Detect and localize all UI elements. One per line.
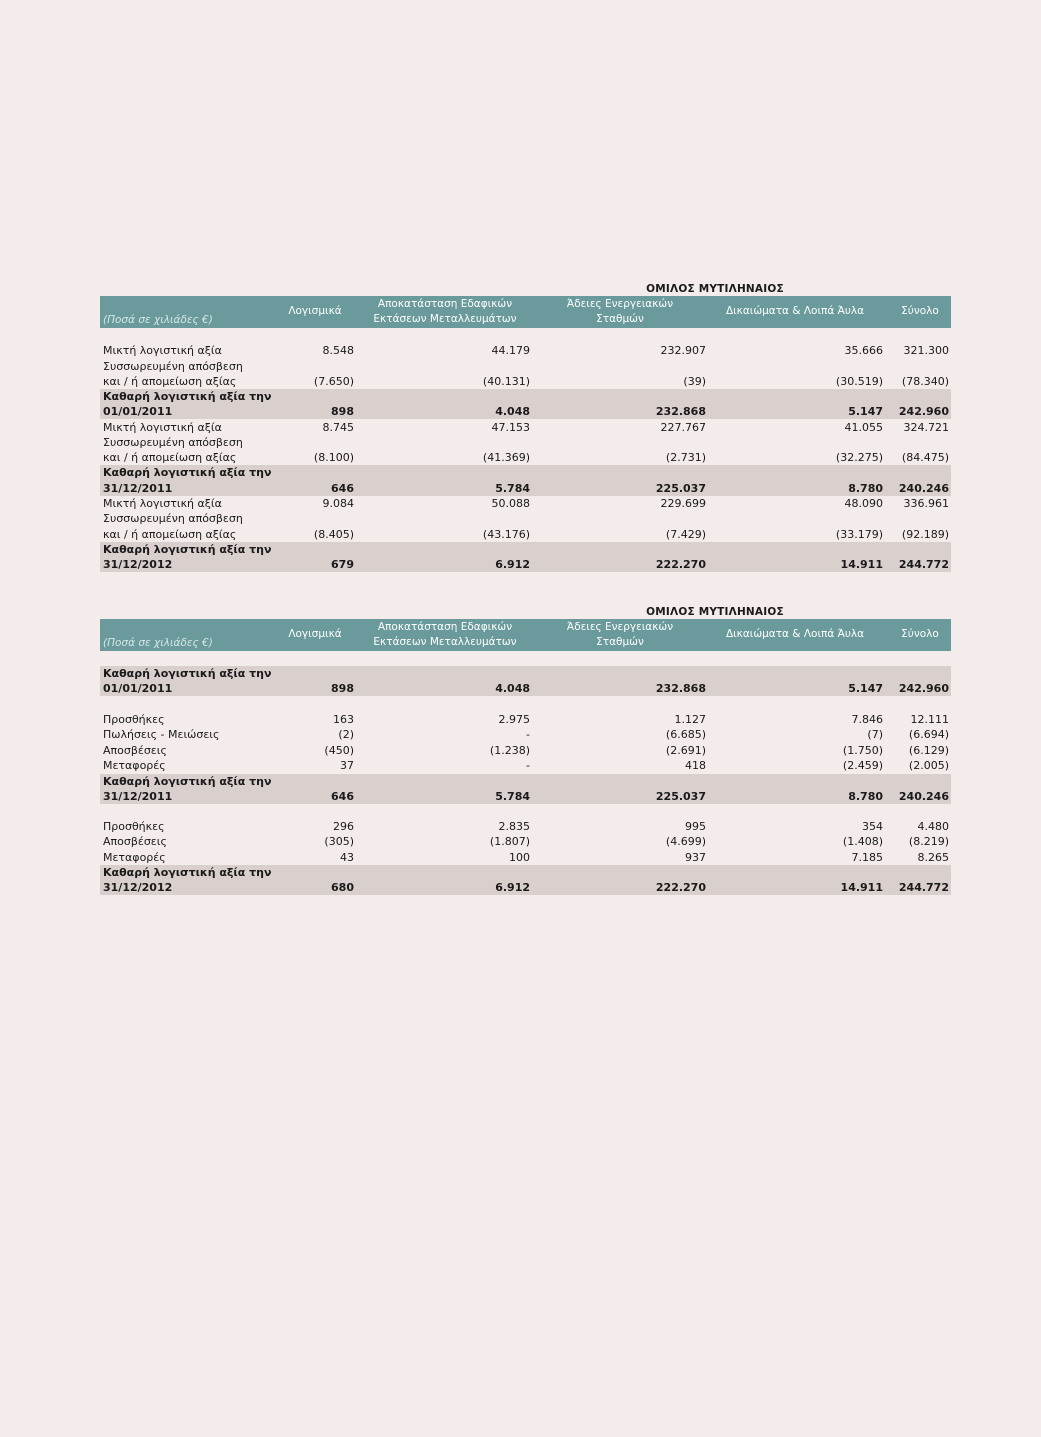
cell-value: 12.111 bbox=[910, 713, 949, 726]
table-header bbox=[100, 619, 951, 651]
col-header-line: Αποκατάσταση Εδαφικών bbox=[377, 621, 513, 633]
company-title: ΟΜΙΛΟΣ ΜΥΤΙΛΗΝΑΙΟΣ bbox=[646, 283, 784, 295]
row-label: Μεταφορές bbox=[103, 851, 166, 864]
col-header-rights-other: Δικαιώματα & Λοιπά Άυλα bbox=[725, 305, 865, 317]
col-header-land-restoration bbox=[355, 620, 535, 650]
cell-value: 8.265 bbox=[917, 851, 949, 864]
cell-value: 41.055 bbox=[844, 421, 883, 434]
cell-value: 222.270 bbox=[655, 881, 706, 894]
cell-value: 8.780 bbox=[848, 482, 883, 495]
cell-value: 646 bbox=[331, 790, 354, 803]
cell-value: 227.767 bbox=[660, 421, 706, 434]
cell-value: 7.185 bbox=[851, 851, 883, 864]
cell-value: 240.246 bbox=[898, 482, 949, 495]
cell-value: 14.911 bbox=[840, 881, 883, 894]
col-header-software: Λογισμικά bbox=[288, 628, 342, 640]
cell-value: 5.784 bbox=[495, 482, 530, 495]
cell-value: (1.750) bbox=[842, 744, 883, 757]
row-label: Μικτή λογιστική αξία bbox=[103, 344, 222, 357]
row-label: Μεταφορές bbox=[103, 759, 166, 772]
row-label: Αποσβέσεις bbox=[103, 835, 167, 848]
cell-value: 244.772 bbox=[898, 558, 949, 571]
unit-label: (Ποσά σε χιλιάδες €) bbox=[103, 637, 213, 649]
table-row bbox=[100, 850, 951, 865]
col-header-energy-licenses bbox=[540, 297, 700, 327]
cell-value: (450) bbox=[324, 744, 354, 757]
cell-value: 5.784 bbox=[495, 790, 530, 803]
cell-value: 2.835 bbox=[498, 820, 530, 833]
cell-value: 242.960 bbox=[898, 682, 949, 695]
cell-value: 1.127 bbox=[674, 713, 706, 726]
row-label: Αποσβέσεις bbox=[103, 744, 167, 757]
table-2 bbox=[100, 606, 951, 896]
cell-value: 898 bbox=[331, 405, 354, 418]
cell-value: (41.369) bbox=[482, 451, 530, 464]
cell-value: 14.911 bbox=[840, 558, 883, 571]
row-label: Συσσωρευμένη απόσβεση bbox=[103, 360, 243, 373]
cell-value: 2.975 bbox=[498, 713, 530, 726]
cell-value: 336.961 bbox=[903, 497, 949, 510]
cell-value: (7.650) bbox=[313, 375, 354, 388]
table-row bbox=[100, 465, 951, 480]
cell-value: 324.721 bbox=[903, 421, 949, 434]
cell-value: 240.246 bbox=[898, 790, 949, 803]
table-row bbox=[100, 359, 951, 374]
row-label: 31/12/2011 bbox=[103, 790, 173, 803]
cell-value: (7) bbox=[867, 728, 883, 741]
table-row bbox=[100, 681, 951, 696]
row-label: 01/01/2011 bbox=[103, 405, 173, 418]
col-header-line: Εκτάσεων Μεταλλευμάτων bbox=[373, 636, 517, 648]
table-row bbox=[100, 880, 951, 895]
cell-value: 4.480 bbox=[917, 820, 949, 833]
row-label: και / ή απομείωση αξίας bbox=[103, 528, 237, 541]
cell-value: (78.340) bbox=[901, 375, 949, 388]
cell-value: 321.300 bbox=[903, 344, 949, 357]
col-header-land-restoration bbox=[355, 297, 535, 327]
row-label: Συσσωρευμένη απόσβεση bbox=[103, 512, 243, 525]
col-header-line: Σταθμών bbox=[596, 313, 644, 325]
cell-value: 37 bbox=[340, 759, 354, 772]
cell-value: (8.219) bbox=[908, 835, 949, 848]
table-row bbox=[100, 374, 951, 389]
cell-value: (1.807) bbox=[489, 835, 530, 848]
col-header-total: Σύνολο bbox=[901, 305, 939, 317]
cell-value: 232.868 bbox=[655, 405, 706, 418]
col-header-total: Σύνολο bbox=[901, 628, 939, 640]
row-label: Καθαρή λογιστική αξία την bbox=[103, 775, 272, 788]
col-header-rights-other: Δικαιώματα & Λοιπά Άυλα bbox=[725, 628, 865, 640]
cell-value: 9.084 bbox=[322, 497, 354, 510]
cell-value: (33.179) bbox=[835, 528, 883, 541]
cell-value: (2.691) bbox=[665, 744, 706, 757]
cell-value: (40.131) bbox=[482, 375, 530, 388]
cell-value: 296 bbox=[333, 820, 354, 833]
cell-value: 6.912 bbox=[495, 881, 530, 894]
table-header bbox=[100, 296, 951, 328]
row-label: Προσθήκες bbox=[103, 713, 165, 726]
table-row bbox=[100, 450, 951, 465]
cell-value: 163 bbox=[333, 713, 354, 726]
cell-value: 5.147 bbox=[848, 405, 883, 418]
cell-value: (6.694) bbox=[908, 728, 949, 741]
cell-value: (1.408) bbox=[842, 835, 883, 848]
unit-label: (Ποσά σε χιλιάδες €) bbox=[103, 314, 213, 326]
cell-value: (4.699) bbox=[665, 835, 706, 848]
cell-value: (8.405) bbox=[313, 528, 354, 541]
cell-value: (2.005) bbox=[908, 759, 949, 772]
row-label: και / ή απομείωση αξίας bbox=[103, 375, 237, 388]
cell-value: 4.048 bbox=[495, 405, 530, 418]
cell-value: 232.907 bbox=[660, 344, 706, 357]
col-header-line: Σταθμών bbox=[596, 636, 644, 648]
cell-value: 232.868 bbox=[655, 682, 706, 695]
cell-value: 646 bbox=[331, 482, 354, 495]
cell-value: 7.846 bbox=[851, 713, 883, 726]
table-row bbox=[100, 542, 951, 557]
cell-value: 6.912 bbox=[495, 558, 530, 571]
cell-value: (92.189) bbox=[901, 528, 949, 541]
cell-value: 418 bbox=[685, 759, 706, 772]
cell-value: 8.780 bbox=[848, 790, 883, 803]
cell-value: 937 bbox=[685, 851, 706, 864]
cell-value: (39) bbox=[683, 375, 706, 388]
row-label: 31/12/2012 bbox=[103, 881, 173, 894]
table-row bbox=[100, 389, 951, 404]
row-label: Προσθήκες bbox=[103, 820, 165, 833]
table-row bbox=[100, 758, 951, 773]
cell-value: 4.048 bbox=[495, 682, 530, 695]
row-label: Μικτή λογιστική αξία bbox=[103, 421, 222, 434]
cell-value: 995 bbox=[685, 820, 706, 833]
table-row bbox=[100, 819, 951, 834]
col-header-energy-licenses bbox=[540, 620, 700, 650]
cell-value: (8.100) bbox=[313, 451, 354, 464]
row-label: 31/12/2012 bbox=[103, 558, 173, 571]
col-header-line: Εκτάσεων Μεταλλευμάτων bbox=[373, 313, 517, 325]
table-row bbox=[100, 557, 951, 572]
table-row bbox=[100, 727, 951, 742]
cell-value: (1.238) bbox=[489, 744, 530, 757]
cell-value: 48.090 bbox=[844, 497, 883, 510]
table-row bbox=[100, 343, 951, 358]
table-row bbox=[100, 743, 951, 758]
cell-value: 50.088 bbox=[491, 497, 530, 510]
cell-value: (84.475) bbox=[901, 451, 949, 464]
table-row bbox=[100, 865, 951, 880]
row-label: Καθαρή λογιστική αξία την bbox=[103, 543, 272, 556]
cell-value: (305) bbox=[324, 835, 354, 848]
cell-value: 100 bbox=[509, 851, 530, 864]
cell-value: (30.519) bbox=[835, 375, 883, 388]
cell-value: (32.275) bbox=[835, 451, 883, 464]
cell-value: (2.731) bbox=[665, 451, 706, 464]
cell-value: (2.459) bbox=[842, 759, 883, 772]
col-header-line: Άδειες Ενεργειακών bbox=[566, 298, 674, 310]
row-label: Καθαρή λογιστική αξία την bbox=[103, 667, 272, 680]
table-row bbox=[100, 420, 951, 435]
table-row bbox=[100, 774, 951, 789]
cell-value: (2) bbox=[338, 728, 354, 741]
row-label: 31/12/2011 bbox=[103, 482, 173, 495]
table-row bbox=[100, 712, 951, 727]
cell-value: 225.037 bbox=[655, 790, 706, 803]
cell-value: 679 bbox=[331, 558, 354, 571]
cell-value: 229.699 bbox=[660, 497, 706, 510]
col-header-line: Άδειες Ενεργειακών bbox=[566, 621, 674, 633]
cell-value: 5.147 bbox=[848, 682, 883, 695]
row-label: Καθαρή λογιστική αξία την bbox=[103, 466, 272, 479]
cell-value: (43.176) bbox=[482, 528, 530, 541]
cell-value: 225.037 bbox=[655, 482, 706, 495]
table-row bbox=[100, 511, 951, 526]
cell-value: 43 bbox=[340, 851, 354, 864]
table-row bbox=[100, 834, 951, 849]
cell-value: 47.153 bbox=[491, 421, 530, 434]
cell-value: 898 bbox=[331, 682, 354, 695]
cell-value: (6.685) bbox=[665, 728, 706, 741]
row-label: Συσσωρευμένη απόσβεση bbox=[103, 436, 243, 449]
cell-value: (7.429) bbox=[665, 528, 706, 541]
row-label: 01/01/2011 bbox=[103, 682, 173, 695]
col-header-line: Αποκατάσταση Εδαφικών bbox=[377, 298, 513, 310]
cell-value: 242.960 bbox=[898, 405, 949, 418]
cell-value: 680 bbox=[331, 881, 354, 894]
cell-value: 8.548 bbox=[322, 344, 354, 357]
row-label: και / ή απομείωση αξίας bbox=[103, 451, 237, 464]
cell-value: 354 bbox=[862, 820, 883, 833]
row-label: Καθαρή λογιστική αξία την bbox=[103, 866, 272, 879]
cell-value: 44.179 bbox=[491, 344, 530, 357]
cell-value: - bbox=[526, 728, 530, 741]
cell-value: 222.270 bbox=[655, 558, 706, 571]
table-row bbox=[100, 496, 951, 511]
table-row bbox=[100, 789, 951, 804]
company-title: ΟΜΙΛΟΣ ΜΥΤΙΛΗΝΑΙΟΣ bbox=[646, 606, 784, 618]
col-header-software: Λογισμικά bbox=[288, 305, 342, 317]
table-row bbox=[100, 435, 951, 450]
row-label: Καθαρή λογιστική αξία την bbox=[103, 390, 272, 403]
table-row bbox=[100, 527, 951, 542]
table-row bbox=[100, 666, 951, 681]
table-1 bbox=[100, 283, 951, 573]
cell-value: 244.772 bbox=[898, 881, 949, 894]
row-label: Μικτή λογιστική αξία bbox=[103, 497, 222, 510]
cell-value: - bbox=[526, 759, 530, 772]
table-row bbox=[100, 404, 951, 419]
cell-value: (6.129) bbox=[908, 744, 949, 757]
row-label: Πωλήσεις - Μειώσεις bbox=[103, 728, 220, 741]
cell-value: 8.745 bbox=[322, 421, 354, 434]
cell-value: 35.666 bbox=[844, 344, 883, 357]
table-row bbox=[100, 481, 951, 496]
